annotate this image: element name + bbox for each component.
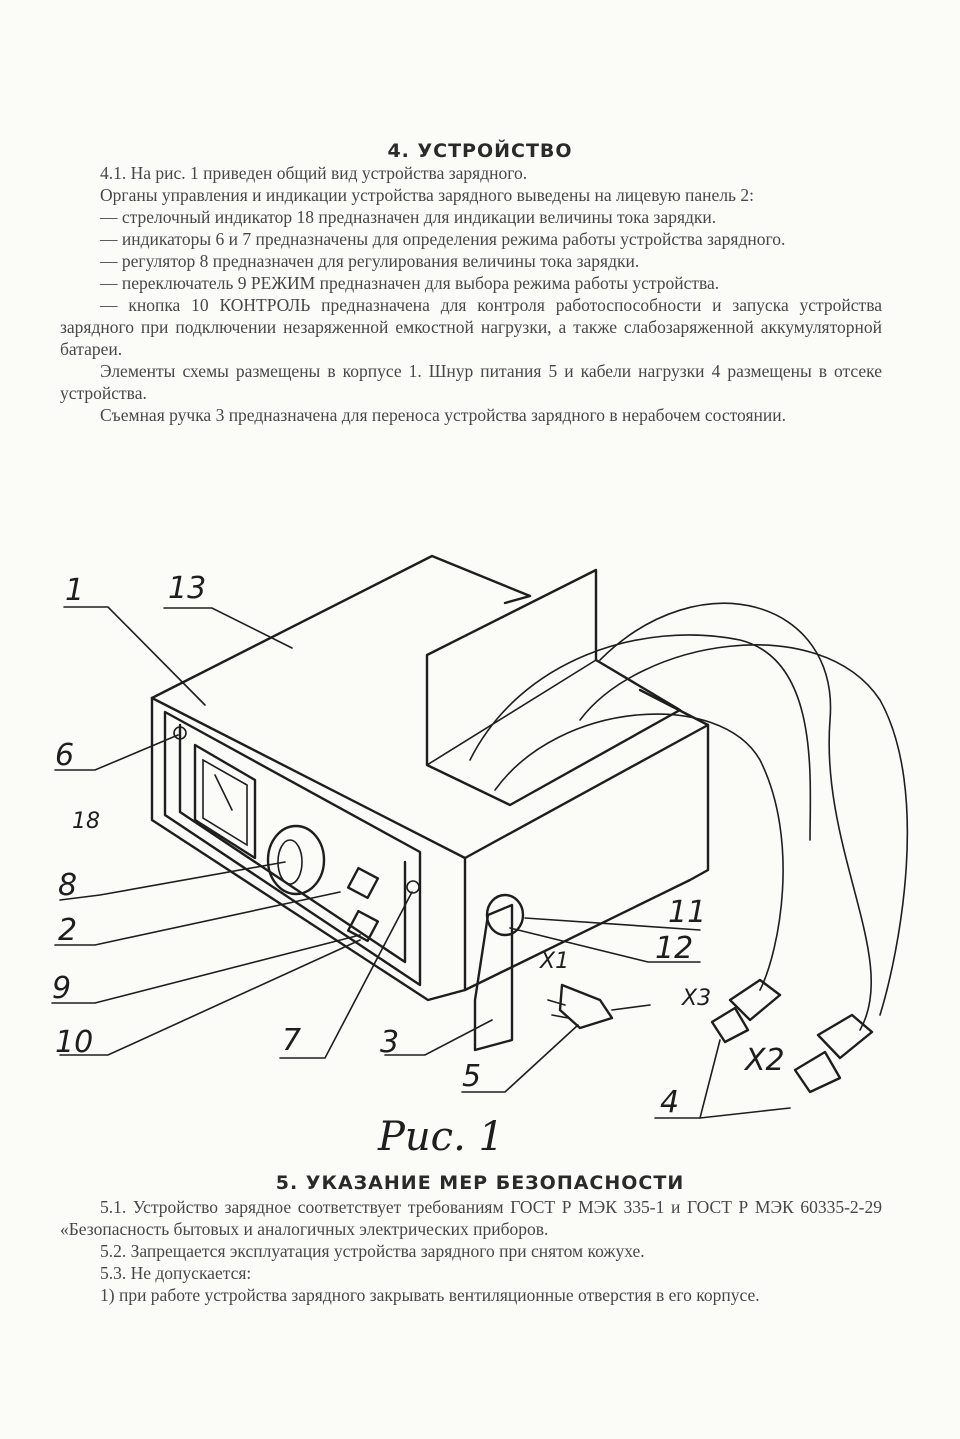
- clamp-x2: [795, 1015, 872, 1092]
- paragraph-button-10: — кнопка 10 КОНТРОЛЬ предназначена для контроля работоспособности и запуска устройства зарядного при подключении незаряженной емкостной нагрузки, а также слабозаряженной аккумуляторной батареи.: [60, 295, 882, 359]
- label-1: 1: [65, 573, 85, 608]
- label-x1: X1: [540, 949, 570, 974]
- charger-housing: [152, 556, 708, 1000]
- label-5: 5: [462, 1059, 482, 1094]
- paragraph-switch-9: — переключатель 9 РЕЖИМ предназначен для выбора режима работы устройства.: [100, 273, 720, 293]
- paragraph-elements: Элементы схемы размещены в корпусе 1. Шнур питания 5 и кабели нагрузки 4 размещены в отсеке устройства.: [60, 361, 882, 403]
- paragraph-controls-intro: Органы управления и индикации устройства зарядного выведены на лицевую панель 2:: [100, 185, 755, 205]
- label-6: 6: [55, 738, 75, 773]
- label-x3: X3: [682, 986, 712, 1011]
- clamp-x3: [712, 980, 780, 1042]
- label-10: 10: [55, 1025, 94, 1060]
- paragraph-handle: Съемная ручка 3 предназначена для переноса устройства зарядного в нерабочем состоянии.: [100, 405, 786, 425]
- label-8: 8: [58, 868, 78, 903]
- label-2: 2: [58, 913, 78, 948]
- paragraph-regulator-8: — регулятор 8 предназначен для регулирования величины тока зарядки.: [100, 251, 640, 271]
- label-7: 7: [282, 1023, 302, 1058]
- paragraph-indicator-18: — стрелочный индикатор 18 предназначен для индикации величины тока зарядки.: [100, 207, 717, 227]
- figure-1-drawing: [0, 548, 960, 1168]
- label-3: 3: [380, 1025, 400, 1060]
- label-9: 9: [52, 971, 72, 1006]
- section-4-body: [60, 162, 882, 426]
- label-x2: X2: [745, 1043, 785, 1078]
- paragraph-5-3-1: 1) при работе устройства зарядного закрывать вентиляционные отверстия в его корпусе.: [100, 1285, 760, 1305]
- power-plug: [548, 985, 650, 1028]
- section-4-title: 4. УСТРОЙСТВО: [387, 140, 573, 162]
- label-13: 13: [168, 571, 207, 606]
- paragraph-4-1: 4.1. На рис. 1 приведен общий вид устройства зарядного.: [100, 163, 528, 183]
- label-4: 4: [660, 1085, 680, 1120]
- section-5-title: 5. УКАЗАНИЕ МЕР БЕЗОПАСНОСТИ: [275, 1172, 685, 1194]
- section-5-body: [60, 1196, 882, 1306]
- label-11: 11: [668, 895, 707, 930]
- label-12: 12: [655, 931, 694, 966]
- label-18: 18: [72, 809, 100, 834]
- paragraph-5-2: 5.2. Запрещается эксплуатация устройства зарядного при снятом кожухе.: [100, 1241, 645, 1261]
- paragraph-5-1: 5.1. Устройство зарядное соответствует требованиям ГОСТ Р МЭК 335-1 и ГОСТ Р МЭК 60335-2-29 «Безопасность бытовых и аналогичных электрических приборов.: [60, 1197, 882, 1239]
- figure-caption: Рис. 1: [378, 1114, 504, 1160]
- paragraph-5-3: 5.3. Не допускается:: [100, 1263, 252, 1283]
- paragraph-indicators-6-7: — индикаторы 6 и 7 предназначены для определения режима работы устройства зарядного.: [100, 229, 786, 249]
